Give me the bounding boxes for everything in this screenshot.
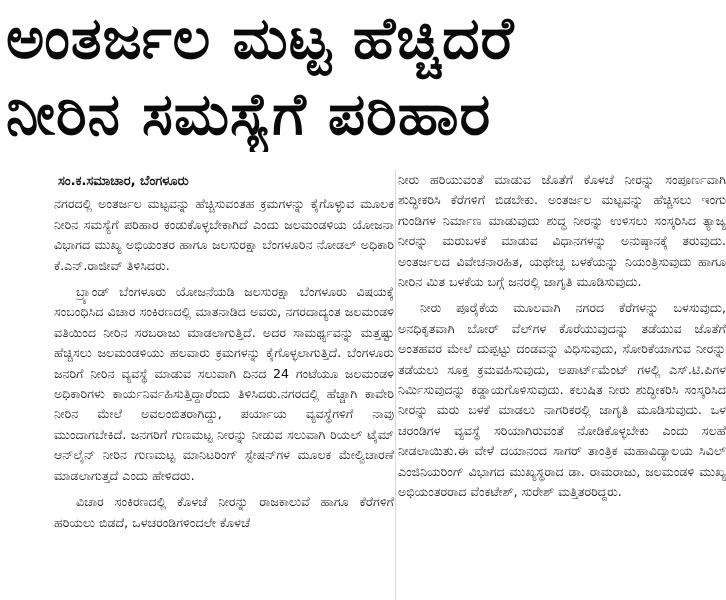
left-paragraph-3: ವಿಚಾರ ಸಂಕಿರಣದಲ್ಲಿ ಕೊಳಚೆ ನೀರನ್ನು ರಾಜಕಾಲುವೆ ಹಾಗೂ ಕೆರೆಗಳಿಗೆ ಹರಿಯಲು ಬಿಡದೆ, ಒಳಚರಂಡಿಗಳಿಂದಲೇ ಕೊಳಚೆ [54, 494, 394, 530]
left-paragraph-1: ನಗರದಲ್ಲಿ ಅಂತರ್ಜಲ ಮಟ್ಟವನ್ನು ಹೆಚ್ಚಿಸುವಂತಹ ಕ್ರಮಗಳನ್ನು ಕೈಗೊಳ್ಳುವ ಮೂಲಕ ನೀರಿನ ಸಮಸ್ಯೆಗೆ ಪರಿಹಾರ ಕಂಡುಕೊಳ್ಳಬೇಕಾಗಿದೆ ಎಂದು ಜಲಮಂಡಳಿಯ ಯೋಜನಾ ವಿಭಾಗದ ಮುಖ್ಯ ಅಭಿಯಂತರ ಹಾಗೂ ಜಲಸುರಕ್ಷಾ ಬೆಂಗಳೂರಿನ ನೋಡಲ್ ಅಧಿಕಾರಿ ಕೆ.ಎನ್.ರಾಜೀವ್ ತಿಳಿಸಿದರು. [54, 196, 394, 273]
right-paragraph-2: ನೀರು ಪೂರೈಕೆಯ ಮೂಲವಾಗಿ ನಗರದ ಕೆರೆಗಳನ್ನು ಬಳಸುವುದು, ಅನಧಿಕೃತವಾಗಿ ಬೋರ್ ವೆಲ್‌ಗಳ ಕೊರೆಯುವುದನ್ನು ತಡೆಯುವ ಜೊತೆಗೆ ಅಂತಹವರ ಮೇಲೆ ದುಪ್ಪಟ್ಟು ದಂಡವನ್ನು ವಿಧಿಸುವುದು, ಸೋರಿಕೆಯಾಗುವ ನೀರನ್ನು ತಡೆಯಲು ಸೂಕ್ತ ಕ್ರಮವಹಿಸುವುದು, ಅಪಾರ್ಟ್‌ಮೆಂಟ್ ಗಳಲ್ಲಿ ಎಸ್.ಟಿ.ಪಿಗಳ ನಿರ್ಮಿಸುವುದನ್ನು ಕಡ್ಡಾಯಗೊಳಿಸುವುದು. ಕಲುಷಿತ ನೀರು ಶುದ್ಧೀಕರಿಸಿ ಸಂಸ್ಕರಿಸಿದ ನೀರನ್ನು ಮರು ಬಳಕೆ ಮಾಡಲು ನಾಗರಿಕರಲ್ಲಿ ಜಾಗೃತಿ ಮೂಡಿಸುವುದು. ಒಳ ಚರಂಡಿಗಳ ವ್ಯವಸ್ಥೆ ಸರಿಯಾಗಿರುವಂತೆ ನೋಡಿಕೊಳ್ಳಬೇಕು ಎಂದು ಸಲಹೆ ನೀಡಲಾಯಿತು.ಈ ವೇಳೆ ದಯಾನಂದ ಸಾಗರ್ ತಾಂತ್ರಿಕ ಮಹಾವಿದ್ಯಾಲಯ ಸಿವಿಲ್ ಎಂಜಿನಿಯರಿಂಗ್ ವಿಭಾಗದ ಮುಖ್ಯಸ್ಥರಾದ ಡಾ. ರಾಮರಾಜು, ಜಲಮಂಡಳಿ ಮುಖ್ಯ ಅಭಿಯಂತರರಾದ ವೆಂಕಟೇಶ್, ಸುರೇಶ್ ಮತ್ತಿತರರಿದ್ದರು. [398, 300, 726, 500]
article-right-column [398, 170, 726, 600]
headline-line-2: ನೀರಿನ ಸಮಸ್ಯೆಗೆ ಪರಿಹಾರ [6, 80, 492, 148]
byline: ಸಂ.ಕ.ಸಮಾಚಾರ, ಬೆಂಗಳೂರು [58, 174, 189, 189]
right-paragraph-1: ನೀರು ಹರಿಯುವಂತೆ ಮಾಡುವ ಜೊತೆಗೆ ಕೊಳಚೆ ನೀರನ್ನು ಸಂಪೂರ್ಣವಾಗಿ ಶುದ್ಧೀಕರಿಸಿ ಕೆರೆಗಳಿಗೆ ಬಿಡಬೇಕು. ಅಂತರ್ಜಲ ಮಟ್ಟವನ್ನು ಹೆಚ್ಚಿಸಲು ಇಂಗು ಗುಂಡಿಗಳ ನಿರ್ಮಾಣ ಮಾಡುವುದು ಶುದ್ಧ ನೀರನ್ನು ಉಳಿಸಲು ಸಂಸ್ಕರಿಸಿದ ತ್ಯಾಜ್ಯ ನೀರನ್ನು ಮರುಬಳಕೆ ಮಾಡುವ ವಿಧಾನಗಳನ್ನು ಅನುಷ್ಠಾನಕ್ಕೆ ತರುವುದು. ಅಂತರ್ಜಲದ ವಿವೇಚನಾರಹಿತ, ಯಥೇಚ್ಛ ಬಳಕೆಯನ್ನು ನಿಯಂತ್ರಿಸುವುದು ಹಾಗೂ ನೀರಿನ ಮಿತ ಬಳಕೆಯ ಬಗ್ಗೆ ಜನರಲ್ಲಿ ಜಾಗೃತಿ ಮೂಡಿಸುವುದು. [398, 172, 726, 290]
headline [6, 0, 720, 152]
left-paragraph-2: ಬ್ರ್ಯಾಂಡ್ ಬೆಂಗಳೂರು ಯೋಜನೆಯಡಿ ಜಲಸುರಕ್ಷಾ ಬೆಂಗಳೂರು ವಿಷಯಕ್ಕೆ ಸಂಬಂಧಿಸಿದ ವಿಚಾರ ಸಂಕಿರಣದಲ್ಲಿ ಮಾತನಾಡಿದ ಅವರು, ನಗರದಾದ್ಯಂತ ಜಲಮಂಡಳಿ ವತಿಯಿಂದ ನೀರಿನ ಸರಬರಾಜು ಮಾಡಲಾಗುತ್ತಿದೆ. ಅದರ ಸಾಮರ್ಥ್ಯವನ್ನು ಮತ್ತಷ್ಟು ಹೆಚ್ಚಿಸಲು ಜಲಮಂಡಳಿಯು ಹಲವಾರು ಕ್ರಮಗಳನ್ನು ಕೈಗೊಳ್ಳಲಾಗುತ್ತಿದೆ. ಬೆಂಗಳೂರು ಜನರಿಗೆ ನೀರಿನ ವ್ಯವಸ್ಥೆ ಮಾಡುವ ಸಲುವಾಗಿ ದಿನದ 24 ಗಂಟೆಯೂ ಜಲಮಂಡಳಿ ಅಧಿಕಾರಿಗಳು ಕಾರ್ಯನಿರ್ವಹಿಸುತ್ತಿದ್ದಾರೆಂದು ತಿಳಿಸಿದರು.ನಗರದಲ್ಲಿ ಹೆಚ್ಚಾಗಿ ಕಾವೇರಿ ನೀರಿನ ಮೇಲೆ ಅವಲಂಬಿತರಾಗಿದ್ದು, ಪರ್ಯಾಯ ವ್ಯವಸ್ಥೆಗಳಿಗೆ ನಾವು ಮುಂದಾಗಬೇಕಿದೆ. ಜನಗರಿಗೆ ಗುಣಮಟ್ಟ ನೀರನ್ನು ನೀಡುವ ಸಲುವಾಗಿ ರಿಯಲ್ ಟೈಮ್ ಆನ್‌ಲೈನ್ ನೀರಿನ ಗುಣಮಟ್ಟ ಮಾನಿಟರಿಂಗ್ ಸ್ಟೇಷನ್‌ಗಳ ಮೂಲಕ ಮೇಲ್ವಿಚಾರಣೆ ಮಾಡಲಾಗುತ್ತದೆ ಎಂದು ಹೇಳಿದರು. [54, 284, 394, 483]
article-left-column [54, 170, 394, 600]
column-divider [395, 170, 396, 600]
headline-line-1: ಅಂತರ್ಜಲ ಮಟ್ಟ ಹೆಚ್ಚಿದರೆ [6, 4, 515, 72]
